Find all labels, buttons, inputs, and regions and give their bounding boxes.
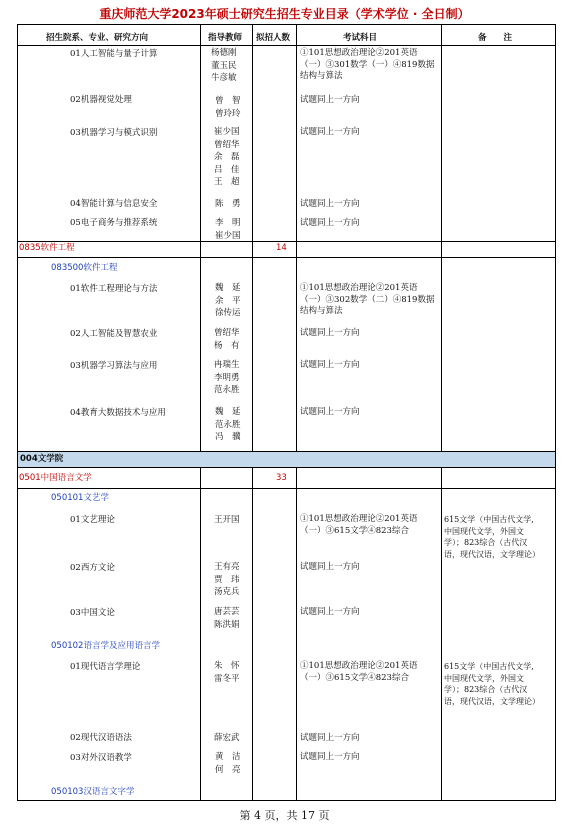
direction-name: 03中国文论 [70, 608, 115, 618]
exam-subjects: 试题同上一方向 [300, 360, 360, 370]
header-quota: 拟招人数 [256, 33, 291, 43]
exam-subjects: 试题同上一方向 [300, 607, 360, 617]
college-title: 004文学院 [20, 454, 64, 464]
sub-major-title: 050102语言学及应用语言学 [51, 641, 160, 651]
advisor-list: 崔少国 曾绍华 余 磊 吕 佳 王 超 [214, 127, 240, 187]
row-rule [18, 257, 555, 258]
advisor-list: 曾绍华 杨 有 [214, 328, 240, 351]
exam-subjects: 试题同上一方向 [300, 199, 360, 209]
note-text: 615文学（中国古代文学, 中国现代文学，外国文 学）；823综合（古代汉 语，现代汉语，文学理论） [444, 515, 540, 559]
exam-subjects: 试题同上一方向 [300, 127, 360, 137]
exam-subjects: ①101思想政治理论②201英语 （一）③615文学④823综合 [300, 514, 418, 536]
major-title: 0835软件工程 [19, 243, 75, 253]
header-direction: 招生院系、专业、研究方向 [46, 33, 149, 43]
exam-subjects: 试题同上一方向 [300, 407, 360, 417]
direction-name: 05电子商务与推荐系统 [70, 218, 158, 228]
direction-name: 02人工智能及智慧农业 [70, 329, 158, 339]
exam-subjects: ①101思想政治理论②201英语 （一）③615文学④823综合 [300, 661, 418, 683]
direction-name: 03机器学习与模式识别 [70, 128, 158, 138]
advisor-list: 魏 延 范永胜 冯 骥 [215, 407, 241, 442]
note-text: 615文学（中国古代文学, 中国现代文学，外国文 学）；823综合（古代汉 语，现代汉语，文学理论） [444, 662, 540, 706]
advisor-list: 薛宏武 [214, 733, 240, 743]
row-rule [18, 467, 555, 468]
direction-name: 01文艺理论 [70, 515, 115, 525]
direction-name: 02机器视觉处理 [70, 95, 132, 105]
exam-subjects: ①101思想政治理论②201英语 （一）③302数学（二）④819数据 结构与算法 [300, 283, 435, 316]
exam-subjects: 试题同上一方向 [300, 562, 360, 572]
exam-subjects: 试题同上一方向 [300, 95, 360, 105]
header-rule [18, 45, 555, 46]
direction-name: 04智能计算与信息安全 [70, 199, 158, 209]
advisor-list: 冉瑞生 李明勇 范永胜 [214, 360, 240, 395]
col-divider-2 [252, 25, 253, 800]
header-exam-subjects: 考试科目 [343, 33, 378, 43]
direction-name: 01软件工程理论与方法 [70, 284, 158, 294]
college-band [18, 452, 555, 467]
sub-major-title: 050103汉语言文字学 [51, 787, 135, 797]
page-footer: 第 4 页，共 17 页 [239, 809, 330, 822]
direction-name: 01现代语言学理论 [70, 662, 141, 672]
exam-subjects: 试题同上一方向 [300, 328, 360, 338]
advisor-list: 王有亮 贾 玮 汤克兵 [214, 562, 240, 597]
col-divider-1 [200, 25, 201, 800]
advisor-list: 魏 延 余 平 徐传运 [215, 283, 241, 318]
exam-subjects: 试题同上一方向 [300, 752, 360, 762]
row-rule [18, 488, 555, 489]
col-divider-4 [441, 25, 442, 800]
advisor-list: 杨德刚 董玉民 牛彦敏 [211, 48, 237, 83]
advisor-list: 陈 勇 [215, 199, 241, 209]
advisor-list: 朱 怀 雷冬平 [214, 661, 240, 684]
major-quota: 14 [276, 243, 287, 253]
advisor-list: 李 明 崔少国 [215, 218, 241, 241]
page-title: 重庆师范大学2023年硕士研究生招生专业目录（学术学位 · 全日制） [99, 7, 470, 21]
advisor-list: 曾 智 曾玲玲 [215, 96, 241, 119]
advisor-list: 王开国 [214, 515, 240, 525]
direction-name: 03机器学习算法与应用 [70, 361, 158, 371]
col-divider-3 [296, 25, 297, 800]
major-title: 0501中国语言文学 [19, 473, 92, 483]
exam-subjects: 试题同上一方向 [300, 733, 360, 743]
sub-major-title: 050101文艺学 [51, 493, 109, 503]
direction-name: 02西方文论 [70, 563, 115, 573]
direction-name: 03对外汉语教学 [70, 753, 132, 763]
major-quota: 33 [276, 473, 287, 483]
exam-subjects: 试题同上一方向 [300, 218, 360, 228]
direction-name: 04教育大数据技术与应用 [70, 408, 166, 418]
direction-name: 02现代汉语语法 [70, 733, 132, 743]
header-notes: 备 注 [478, 33, 513, 43]
exam-subjects: ①101思想政治理论②201英语 （一）③301数学（一）④819数据 结构与算法 [300, 48, 435, 81]
advisor-list: 唐芸芸 陈洪娟 [214, 607, 240, 630]
header-advisor: 指导教师 [208, 33, 243, 43]
catalog-table [17, 24, 556, 801]
advisor-list: 黄 洁 何 亮 [215, 752, 241, 775]
sub-major-title: 083500软件工程 [51, 263, 118, 273]
direction-name: 01人工智能与量子计算 [70, 49, 158, 59]
row-rule [18, 241, 555, 242]
